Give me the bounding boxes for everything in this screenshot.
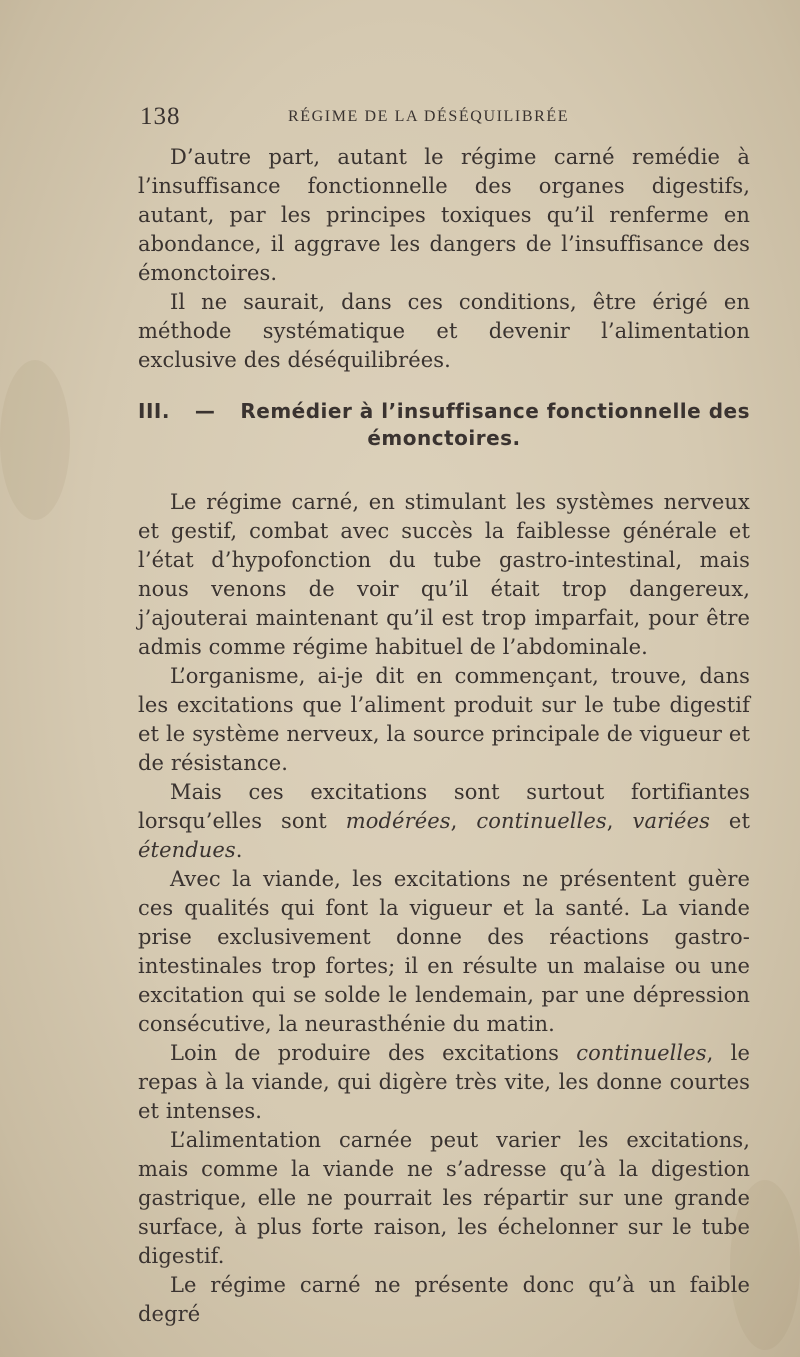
paragraph: L’alimentation carnée peut varier les excitations, mais comme la viande ne s’adresse qu’à la digestion gastrique, elle ne pourrait les répartir sur une grande surface, à plus forte raison, les échelonner sur le tube digestif. [138,1128,750,1268]
text-run: Loin de produire des excitations [170,1041,577,1065]
section-heading [138,398,750,452]
paragraph: D’autre part, autant le régime carné remédie à l’insuffisance fonctionnelle des organes digestifs, autant, par les principes toxiques qu’il renferme en abondance, il aggrave les dangers de l’insuffisance des émonctoires. [138,145,750,285]
running-title: RÉGIME DE LA DÉSÉQUILIBRÉE [288,108,570,125]
emphasis-text: étendues [138,838,236,862]
paragraph: L’organisme, ai-je dit en commençant, trouve, dans les excitations que l’aliment produit sur le tube digestif et le système nerveux, la source principale de vigueur et de résistance. [138,664,750,775]
paragraph: Le régime carné ne présente donc qu’à un faible degré [138,1273,750,1326]
paper-stain [0,360,70,520]
section-title-part1: Remédier à l’insuffisance fonctionnelle des [240,399,750,423]
emphasis-text: variées [632,809,710,833]
paragraph: Avec la viande, les excitations ne présentent guère ces qualités qui font la vigueur et la santé. La viande prise exclusivement donne des réactions gastro-intestinales trop fortes; il en résulte un malaise ou une excitation qui se solde le lendemain, par une dépression consécutive, la neurasthénie du matin. [138,867,750,1036]
paragraph: Le régime carné, en stimulant les systèmes nerveux et gestif, combat avec succès la faiblesse générale et l’état d’hypofonction du tube gastro-intestinal, mais nous venons de voir qu’il était trop dangereux, j’ajouterai maintenant qu’il est trop imparfait, pour être admis comme régime habituel de l’abdominale. [138,490,750,659]
emphasis-text: continuelles [476,809,607,833]
text-block-top [138,143,750,375]
text-run: , le repas à la viande, qui digère très vite, les donne courtes et intenses. [138,1041,750,1123]
text-run: , [606,809,633,833]
emphasis-text: continuelles [576,1041,707,1065]
text-block-main [138,488,750,1329]
text-run: Mais ces excitations sont surtout fortifiantes lorsqu’elles sont [138,780,750,833]
section-title-part2: émonctoires. [367,426,521,450]
text-run: , [450,809,477,833]
text-run: . [235,838,243,862]
paragraph: Il ne saurait, dans ces conditions, être érigé en méthode systématique et devenir l’alimentation exclusive des déséquilibrées. [138,290,750,372]
page-header [140,102,760,132]
paragraph [138,778,750,865]
emphasis-text: modérées [345,809,451,833]
paragraph [138,1039,750,1126]
section-heading-line [138,398,750,425]
section-dash: — [194,399,216,423]
text-run: et [709,809,750,833]
page-number: 138 [140,103,181,130]
section-number: III. [138,399,170,423]
